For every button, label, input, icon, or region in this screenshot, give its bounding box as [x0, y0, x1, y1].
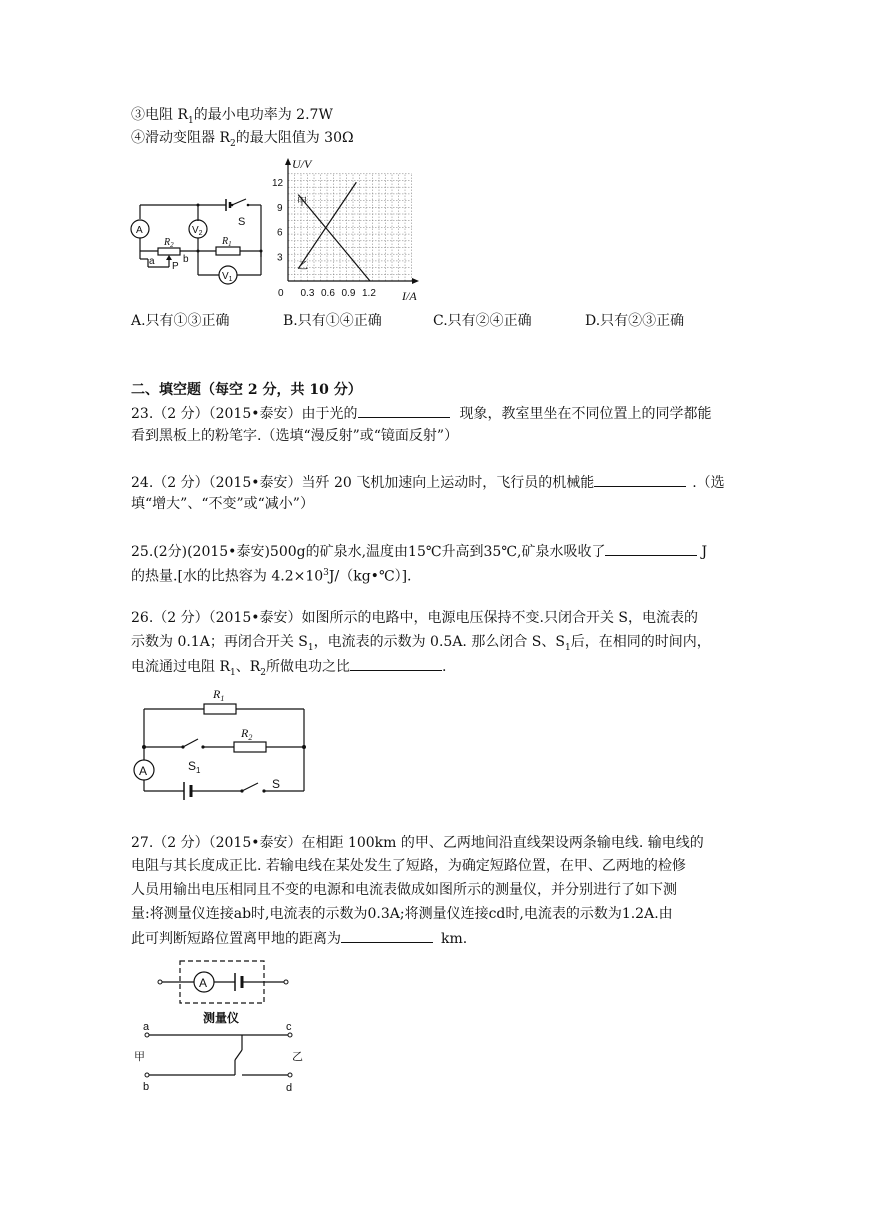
q22-graph-ylabel: U/V: [292, 157, 312, 171]
q26-s1-label: $S_1$: [188, 759, 201, 775]
q27-line-4: 量:将测量仪连接ab时,电流表的示数为0.3A;将测量仪连接cd时,电流表的示数为1.2A.由: [131, 906, 673, 922]
q25-answer-blank[interactable]: [605, 541, 697, 556]
q22-item-4: ④滑动变阻器 $R_2$的最大阻值为 30Ω: [131, 130, 354, 149]
q22-circuit-diagram: [128, 195, 268, 290]
q27-place-jia: 甲: [134, 1051, 145, 1063]
line-yi: [298, 182, 356, 268]
q22-slider-p: P: [172, 261, 179, 272]
q22-switch-label: S: [238, 216, 246, 228]
q22-v2-label: $V_2$: [192, 225, 203, 237]
q27-answer-blank[interactable]: [341, 928, 433, 943]
q22-r2-label: $R_2$: [164, 237, 174, 249]
q26-line-3: 电流通过电阻 $R_1$、$R_2$所做电功之比 .: [131, 656, 446, 682]
graph-x-tick: 1.2: [362, 288, 376, 299]
q25-line-1: 25.(2分)(2015•泰安)500g的矿泉水,温度由15℃升高到35℃,矿泉水吸收了 J: [131, 541, 707, 561]
q22-terminal-a: a: [149, 256, 155, 267]
q26-line-2: 示数为 0.1A；再闭合开关 $S_1$，电流表的示数为 0.5A. 那么闭合 S、$S_1$后，在相同的时间内，: [131, 634, 711, 653]
q26-answer-blank[interactable]: [350, 656, 442, 671]
q27-line-1: 27.（2 分）（2015•泰安）在相距 100km 的甲、乙两地间沿直线架设两条输电线. 输电线的: [131, 835, 704, 851]
q22-r1-label: $R_1$: [222, 236, 232, 248]
graph-y-tick: 6: [277, 227, 283, 239]
q27-line-5: 此可判断短路位置离甲地的距离为 km.: [131, 928, 467, 948]
q22-line-yi: 乙: [298, 261, 308, 272]
section-title: 二、填空题（每空 2 分，共 10 分）: [131, 382, 362, 398]
q24-line-2: 填“增大”、“不变”或“减小”）: [131, 496, 314, 512]
graph-x-tick: 0.3: [300, 288, 315, 299]
q22-option-d[interactable]: D.只有②③正确: [585, 313, 685, 329]
q27-terminal-b: b: [143, 1081, 150, 1093]
q27-line-3: 人员用输出电压相同且不变的电源和电流表做成如图所示的测量仪，并分别进行了如下测: [131, 882, 677, 898]
graph-x-tick: 0.9: [341, 288, 356, 299]
q26-circuit-diagram: [128, 680, 313, 800]
graph-y-tick: 3: [277, 252, 283, 264]
q27-measuring-figure: [134, 955, 315, 1100]
q26-ammeter-label: A: [139, 764, 148, 778]
q22-v1-label: $V_1$: [222, 271, 233, 283]
q26-s-label: S: [272, 777, 281, 791]
q25-line-2: 的热量.[水的比热容为 $4.2\times 10^3J/(kg•℃)$].: [131, 568, 412, 585]
q24-line-1: 24.（2 分）（2015•泰安）当歼 20 飞机加速向上运动时，飞行员的机械能 .（选: [131, 472, 725, 492]
q27-terminal-d: d: [286, 1082, 293, 1094]
q22-option-a[interactable]: A.只有①③正确: [131, 313, 230, 329]
q22-option-b[interactable]: B.只有①④正确: [283, 313, 382, 329]
q26-line-1: 26.（2 分）（2015•泰安）如图所示的电路中，电源电压保持不变.只闭合开关 S，电流表的: [131, 610, 698, 626]
q22-graph-lines: [298, 182, 370, 281]
q26-r1-label: $R_1$: [213, 687, 225, 703]
q27-terminal-c: c: [286, 1021, 292, 1033]
q23-line-2: 看到黑板上的粉笔字.（选填“漫反射”或“镜面反射”）: [131, 428, 459, 444]
q23-line-1: 23.（2 分）（2015•泰安）由于光的 现象，教室里坐在不同位置上的同学都能: [131, 403, 712, 423]
q22-graph-xlabel: I/A: [402, 289, 417, 303]
q22-ammeter-label: A: [136, 225, 143, 236]
q23-answer-blank[interactable]: [358, 403, 450, 418]
q27-place-yi: 乙: [292, 1051, 303, 1063]
q27-caption: 测量仪: [203, 1011, 240, 1025]
q22-option-c[interactable]: C.只有②④正确: [433, 313, 532, 329]
q27-line-2: 电阻与其长度成正比. 若输电线在某处发生了短路，为确定短路位置，在甲、乙两地的检修: [131, 858, 686, 874]
q22-graph-origin: 0: [278, 288, 284, 299]
graph-y-tick: 12: [272, 178, 284, 190]
graph-y-tick: 9: [277, 202, 283, 214]
q27-ammeter-label: A: [199, 976, 208, 990]
q22-ui-graph: [270, 155, 435, 305]
graph-x-tick: 0.6: [321, 288, 335, 299]
q22-terminal-b: b: [183, 254, 189, 265]
q24-answer-blank[interactable]: [594, 472, 686, 487]
q22-line-jia: 甲: [297, 197, 307, 208]
q26-r2-label: $R_2$: [241, 726, 253, 742]
q27-terminal-a: a: [143, 1021, 150, 1033]
q22-item-3: ③电阻 $R_1$的最小电功率为 2.7W: [131, 107, 333, 126]
